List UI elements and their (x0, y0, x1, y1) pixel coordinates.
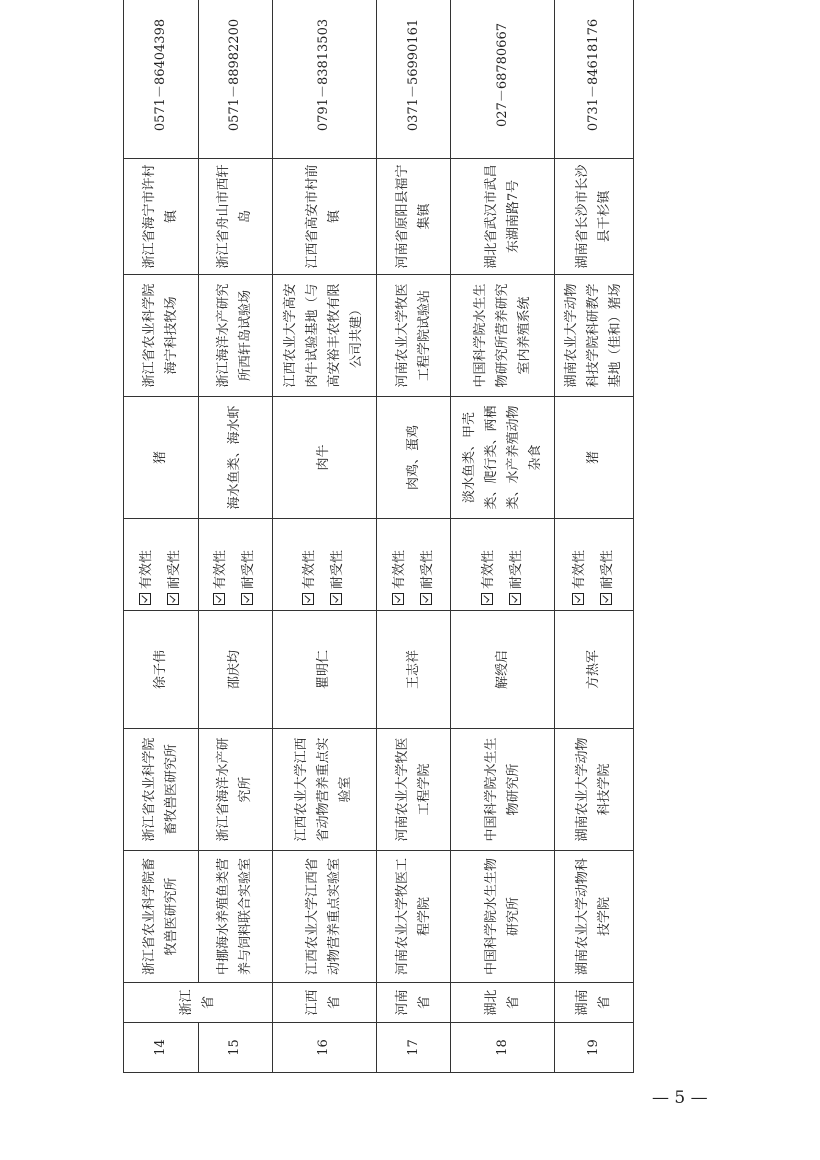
institution-cell: 浙江省农业科学院畜牧兽医研究所 (124, 851, 199, 983)
checked-box-icon (509, 593, 521, 605)
checked-box-icon (241, 593, 253, 605)
checkbox-tolerance: 耐受性 (164, 524, 186, 605)
lab-cell: 浙江省农业科学院畜牧兽医研究所 (124, 729, 199, 851)
animals-cell: 猪 (554, 397, 633, 519)
row-number: 16 (273, 1023, 377, 1073)
site-cell: 浙江省农业科学院海宁科技牧场 (124, 275, 199, 397)
phone-cell: 027－68780667 (451, 0, 555, 159)
phone-cell: 0791－83813503 (273, 0, 377, 159)
lab-cell: 中国科学院水生生物研究所 (451, 729, 555, 851)
checked-box-icon (139, 593, 151, 605)
evaluation-cell (376, 519, 451, 611)
person-cell: 徐子伟 (124, 611, 199, 729)
evaluation-cell (198, 519, 273, 611)
province-cell: 江西省 (273, 983, 377, 1023)
person-cell: 邵庆均 (198, 611, 273, 729)
lab-cell: 江西农业大学江西省动物营养重点实验室 (273, 729, 377, 851)
table-row (124, 0, 199, 1073)
row-number: 17 (376, 1023, 451, 1073)
person-cell: 王志祥 (376, 611, 451, 729)
person-cell: 解绶启 (451, 611, 555, 729)
checkbox-tolerance: 耐受性 (238, 524, 260, 605)
institution-cell: 中挪海水养殖鱼类营养与饲料联合实验室 (198, 851, 273, 983)
province-cell: 浙江省 (124, 983, 273, 1023)
province-cell: 湖南省 (554, 983, 633, 1023)
checkbox-effectiveness: 有效性 (569, 524, 591, 605)
table-rotation-frame (123, 18, 634, 1073)
checkbox-tolerance: 耐受性 (327, 524, 349, 605)
phone-cell: 0371－56990161 (376, 0, 451, 159)
checkbox-effectiveness: 有效性 (136, 524, 158, 605)
row-number: 14 (124, 1023, 199, 1073)
person-cell: 方热军 (554, 611, 633, 729)
evaluation-cell (451, 519, 555, 611)
animals-cell: 肉鸡、蛋鸡 (376, 397, 451, 519)
address-cell: 浙江省海宁市许村镇 (124, 159, 199, 275)
checked-box-icon (420, 593, 432, 605)
checkbox-tolerance: 耐受性 (597, 524, 619, 605)
lab-cell: 浙江省海洋水产研究所 (198, 729, 273, 851)
institution-cell: 湖南农业大学动物科技学院 (554, 851, 633, 983)
checkbox-tolerance: 耐受性 (417, 524, 439, 605)
checked-box-icon (213, 593, 225, 605)
lab-cell: 河南农业大学牧医工程学院 (376, 729, 451, 851)
site-cell: 浙江海洋水产研究所西轩岛试验场 (198, 275, 273, 397)
rotated-table-container (123, 18, 634, 1073)
checked-box-icon (572, 593, 584, 605)
phone-cell: 0571－88982200 (198, 0, 273, 159)
site-cell: 江西农业大学高安肉牛试验基地（与高安裕丰农牧有限公司共建） (273, 275, 377, 397)
address-cell: 河南省原阳县福宁集镇 (376, 159, 451, 275)
evaluation-cell (124, 519, 199, 611)
phone-cell: 0571－86404398 (124, 0, 199, 159)
checkbox-effectiveness: 有效性 (389, 524, 411, 605)
site-cell: 湖南农业大学动物科技学院科研教学基地（佳和）猪场 (554, 275, 633, 397)
province-cell: 湖北省 (451, 983, 555, 1023)
address-cell: 江西省高安市村前镇 (273, 159, 377, 275)
address-cell: 湖北省武汉市武昌东湖南路7号 (451, 159, 555, 275)
evaluation-cell (554, 519, 633, 611)
address-cell: 湖南省长沙市长沙县干杉镇 (554, 159, 633, 275)
checked-box-icon (167, 593, 179, 605)
institution-cell: 中国科学院水生生物研究所 (451, 851, 555, 983)
institution-cell: 江西农业大学江西省动物营养重点实验室 (273, 851, 377, 983)
row-number: 18 (451, 1023, 555, 1073)
page-number: — 5 — (652, 1088, 708, 1108)
animals-cell: 肉牛 (273, 397, 377, 519)
table-row (554, 0, 633, 1073)
person-cell: 瞿明仁 (273, 611, 377, 729)
evaluation-cell (273, 519, 377, 611)
animals-cell: 海水鱼类、海水虾 (198, 397, 273, 519)
table-row (198, 0, 273, 1073)
row-number: 19 (554, 1023, 633, 1073)
phone-cell: 0731－84618176 (554, 0, 633, 159)
row-number: 15 (198, 1023, 273, 1073)
province-cell: 河南省 (376, 983, 451, 1023)
checked-box-icon (600, 593, 612, 605)
checkbox-tolerance: 耐受性 (506, 524, 528, 605)
table-row (451, 0, 555, 1073)
address-cell: 浙江省舟山市西轩岛 (198, 159, 273, 275)
institution-cell: 河南农业大学牧医工程学院 (376, 851, 451, 983)
checked-box-icon (330, 593, 342, 605)
site-cell: 中国科学院水生生物研究所营养研究室内养殖系统 (451, 275, 555, 397)
table-row (273, 0, 377, 1073)
institution-table (123, 0, 634, 1073)
checkbox-effectiveness: 有效性 (478, 524, 500, 605)
checkbox-effectiveness: 有效性 (210, 524, 232, 605)
checked-box-icon (481, 593, 493, 605)
table-row (376, 0, 451, 1073)
animals-cell: 猪 (124, 397, 199, 519)
lab-cell: 湖南农业大学动物科技学院 (554, 729, 633, 851)
animals-cell: 淡水鱼类、甲壳类、爬行类、两栖类、水产养殖动物杂食 (451, 397, 555, 519)
checked-box-icon (392, 593, 404, 605)
checkbox-effectiveness: 有效性 (299, 524, 321, 605)
site-cell: 河南农业大学牧医工程学院试验站 (376, 275, 451, 397)
checked-box-icon (302, 593, 314, 605)
